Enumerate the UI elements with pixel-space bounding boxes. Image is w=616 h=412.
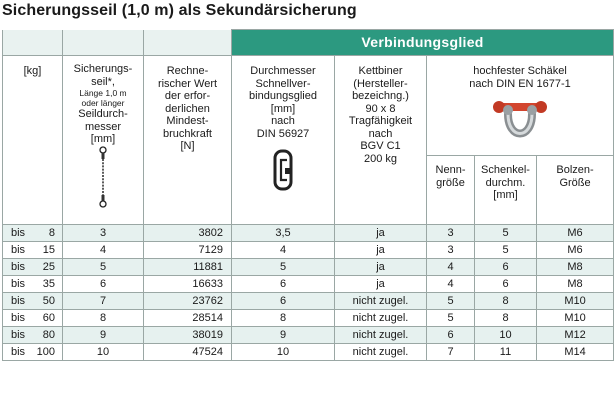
cell-durch: 8 [232, 310, 335, 327]
cell-kg [3, 344, 63, 361]
cell-schenkel: 8 [475, 293, 537, 310]
cell-kg [3, 259, 63, 276]
page-title: Sicherungsseil (1,0 m) als Sekundärsicherung [2, 2, 357, 19]
quick-link-icon [272, 148, 294, 192]
cell-schenkel: 10 [475, 327, 537, 344]
cell-durch: 6 [232, 276, 335, 293]
cell-kg-value: 35 [42, 278, 55, 290]
cell-nenn: 3 [427, 242, 475, 259]
table-row [3, 327, 614, 344]
header-bruchkraft: Rechne- rischer Wert der erfor- derlichen Mindest- bruchkraft [N] [144, 56, 232, 225]
header-schenkeldurchmesser: Schenkel- durchm. [mm] [475, 156, 537, 225]
cell-seil: 3 [63, 225, 144, 242]
cell-kg-value: 25 [42, 261, 55, 273]
blank-header-cell [63, 30, 144, 56]
cell-kett: ja [335, 242, 427, 259]
cell-durch: 9 [232, 327, 335, 344]
cell-kg [3, 276, 63, 293]
cell-nenn: 7 [427, 344, 475, 361]
cell-nenn: 6 [427, 327, 475, 344]
cell-schenkel: 11 [475, 344, 537, 361]
cell-bruch: 7129 [144, 242, 232, 259]
cell-durch: 4 [232, 242, 335, 259]
cell-seil: 8 [63, 310, 144, 327]
table-row [3, 276, 614, 293]
cell-bruch: 16633 [144, 276, 232, 293]
header-bolzengroesse: Bolzen- Größe [537, 156, 614, 225]
cell-bolzen: M10 [537, 310, 614, 327]
cell-kett: ja [335, 276, 427, 293]
cell-nenn: 5 [427, 310, 475, 327]
cell-bis-label: bis [11, 329, 26, 341]
group-header-verbindungsglied: Verbindungsglied [232, 30, 614, 56]
cell-kg [3, 310, 63, 327]
cell-nenn: 4 [427, 259, 475, 276]
table-row [3, 344, 614, 361]
blank-header-cell [3, 30, 63, 56]
header-sicherungsseil: Sicherungs- seil*, Länge 1,0 m oder länger Seildurch- messer [mm] [63, 56, 144, 225]
cell-durch: 6 [232, 293, 335, 310]
table-body [3, 225, 614, 361]
cell-durch: 10 [232, 344, 335, 361]
cell-kett: ja [335, 259, 427, 276]
table-row [3, 242, 614, 259]
cell-bruch: 3802 [144, 225, 232, 242]
cell-seil: 6 [63, 276, 144, 293]
cell-kg [3, 242, 63, 259]
cell-seil: 5 [63, 259, 144, 276]
cell-bolzen: M10 [537, 293, 614, 310]
cell-nenn: 3 [427, 225, 475, 242]
cell-kett: nicht zugel. [335, 344, 427, 361]
cell-bolzen: M6 [537, 225, 614, 242]
header-nenngroesse: Nenn- größe [427, 156, 475, 225]
cell-bolzen: M8 [537, 276, 614, 293]
cell-bolzen: M12 [537, 327, 614, 344]
table-row [3, 293, 614, 310]
cell-bis-label: bis [11, 312, 26, 324]
cell-kett: nicht zugel. [335, 293, 427, 310]
cell-bis-label: bis [11, 295, 26, 307]
cell-kg [3, 327, 63, 344]
cell-schenkel: 6 [475, 259, 537, 276]
header-kettbiner: Kettbiner (Hersteller- bezeichng.) 90 x 8 Tragfähigkeit nach BGV C1 200 kg [335, 56, 427, 225]
cell-bruch: 23762 [144, 293, 232, 310]
cell-bis-label: bis [11, 244, 26, 256]
cell-kett: ja [335, 225, 427, 242]
cell-bis-label: bis [11, 346, 26, 358]
cell-schenkel: 8 [475, 310, 537, 327]
cell-schenkel: 5 [475, 242, 537, 259]
cell-nenn: 5 [427, 293, 475, 310]
cell-seil: 10 [63, 344, 144, 361]
cell-bis-label: bis [11, 261, 26, 273]
cell-seil: 4 [63, 242, 144, 259]
cell-kg-value: 80 [42, 329, 55, 341]
cell-schenkel: 6 [475, 276, 537, 293]
spec-table [2, 29, 614, 361]
cell-kett: nicht zugel. [335, 327, 427, 344]
cell-bruch: 47524 [144, 344, 232, 361]
table-row [3, 310, 614, 327]
header-kg: [kg] [3, 56, 63, 225]
table-row [3, 259, 614, 276]
cell-kg [3, 293, 63, 310]
cell-bolzen: M6 [537, 242, 614, 259]
cell-seil: 7 [63, 293, 144, 310]
header-durchmesser: Durchmesser Schnellver- bindungsglied [mm] nach DIN 56927 [232, 56, 335, 225]
cell-bolzen: M8 [537, 259, 614, 276]
shackle-icon [490, 94, 550, 152]
cell-bis-label: bis [11, 278, 26, 290]
cell-kg-value: 15 [42, 244, 55, 256]
cell-bolzen: M14 [537, 344, 614, 361]
wire-rope-icon [96, 146, 110, 208]
cell-bis-label: bis [11, 227, 26, 239]
cell-bruch: 28514 [144, 310, 232, 327]
cell-bruch: 38019 [144, 327, 232, 344]
cell-kg-value: 60 [42, 312, 55, 324]
cell-kg-value: 50 [42, 295, 55, 307]
cell-schenkel: 5 [475, 225, 537, 242]
cell-kg-value: 100 [36, 346, 55, 358]
cell-bruch: 11881 [144, 259, 232, 276]
table-row [3, 225, 614, 242]
cell-kett: nicht zugel. [335, 310, 427, 327]
blank-header-cell [144, 30, 232, 56]
cell-durch: 3,5 [232, 225, 335, 242]
cell-nenn: 4 [427, 276, 475, 293]
cell-kg [3, 225, 63, 242]
cell-seil: 9 [63, 327, 144, 344]
header-schaekel: hochfester Schäkel nach DIN EN 1677-1 [427, 56, 614, 156]
cell-kg-value: 8 [48, 227, 55, 239]
cell-durch: 5 [232, 259, 335, 276]
